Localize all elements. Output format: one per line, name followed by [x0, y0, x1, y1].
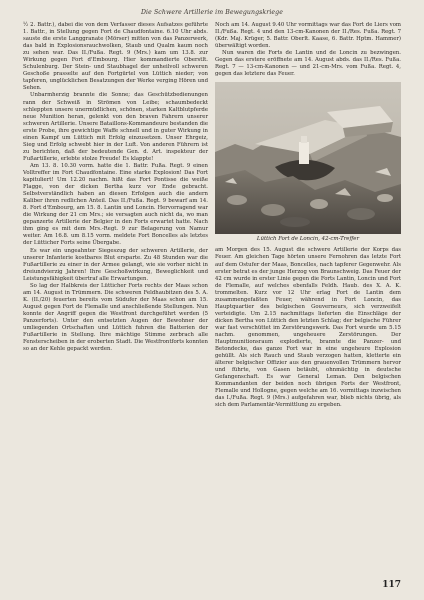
right-column — [215, 22, 401, 410]
fort-ruin-photo-image — [215, 82, 401, 234]
paragraph: Am 13. 8. 10.30 vorm. hatte die 1. Battr. Fußa. Regt. 9 einen Volltreffer im Fort Chaudfontaine. Eine starke Explosion! Das Fort kapituliert! Um 12.20 nachm. hißt das Fort Pontisse die weiße Flagge, von der dicken Bertha kurz vor Ende gebracht. Selbstverständlich haben an diesen Erfolgen auch die andern Kaliber ihren redlichen Anteil. Das II./Fußa. Regt. 9 bewarf am 14. 8. Fort d'Embourg, am 15. 8. Lantin und Loncin. Hervorragend war die Wirkung der 21 cm Mrs.; sie versagten auch nicht da, wo man gepanzerte Artillerie der Belgier in den Forts erwartet hatte. Nach ihm ging es mit dem Mrs.-Regt. 9 zur Belagerung von Namur weiter. Am 16.8. um 8.15 vorm. meldete Fort Boncelles als letztes der Lütticher Forts seine Übergabe. — [23, 162, 208, 247]
running-head: Die Schwere Artillerie im Bewegungskriege — [141, 9, 283, 16]
paragraph: Es war ein ungeahnter Siegeszug der schweren Artillerie, der unserer Infanterie kostbares Blut ersparte. Zu 48 Stunden war die Fußartillerie zu einer in der Armee gelangt, wie sie vorher nicht in dreiundvierzig Jahren! Ihre Geschoßwirkung, Beweglichkeit und Leistungsfähigkeit übertraf alle Erwartungen. — [23, 247, 208, 282]
paragraph: Nun waren die Forts de Lantin und de Loncin zu bezwingen. Gegen das erstere eröffnete am 14. August abds. das II./Res. Fußa. Regt. 7 — 13-cm-Kanonen — und 21-cm-Mrs. vom Fußa. Regt. 4, gegen das letztere das Feuer. — [215, 50, 401, 78]
paragraph: Noch am 14. August 9.40 Uhr vormittags war das Fort de Liers vom II./Fußa. Regt. 4 und den 13-cm-Kanonen der II./Res. Fußa. Regt. 7 (Kdr. Maj. Krüger, 5. Battr. Oberlt. Kaase, 6. Battr. Hptm. Hammer) überwältigt worden. — [215, 22, 401, 50]
paragraph: So lag der Halbkreis der Lütticher Forts rechts der Maas schon am 14. August in Trümmern. Die schweren Feldhaubitzen des 5. A. K. (II./20) feuerten bereits vom Südufer der Maas schon am 15. August gegen Fort de Flemalle und anschließende Stellungen. Nun konnte der Angriff gegen die Westfront durchgeführt werden (5 Panzerforts). Unter den entsetzten Augen der Bewohner der umliegenden Ortschaften und Lüttich fuhren die Batterien der Fußartillerie in Stellung. Ihre mächtige Stimme zerbrach alle Fensterscheiben in der eroberten Stadt. Die Westfrontforts konnten so an der Kehle gepackt werden. — [23, 282, 208, 353]
fort-ruin-photo — [215, 82, 401, 234]
paragraph: Unbarmherzig brannte die Sonne; das Geschützbedienungen rann der Schweiß in Strömen von Leibe; schaumbedeckt schleppten unsere unermüdlichen, schönen, starken Kaltblutpferde neue Munition heran, gelenkt von den braven Fahrern unserer schweren Artillerie. Unsere Bataillons-Kommandeure bestanden die erste Probe, ihre gewichtige Waffe schnell und in guter Wirkung in einen Kampf um Lüttich mit Erfolg einzusetzen. Unser Ehrgeiz, Sieg und Erfolg schwebt hier in der Luft. Von anderen Führern ist zu berichten, daß der bedeutende Gen. d. Art. inspekteur der Fußartillerie, erlebte stolze Freude! Es klappte! — [23, 92, 208, 162]
paragraph: ½ 2. Battr.), dabei die von dem Verfasser dieses Aufsatzes geführte 1. Battr., in Stellung gegen Fort de Chaudfontaine. 6.10 Uhr abds. sauste die erste Langgranate (Mörser) mitten von das Panzerwerk, das bald in Explosionsrauchwolken, Staub und Qualm kaum noch zu sehen war. Das II./Fußa. Regt. 9 (Mrs.) kam um 13.8. zur Wirkung gegen Fort d'Embourg. Hier kommandierte Oberstlt. Schulenburg. Der Stein- und Staubhagel der unheilvoll schweren Geschoße prasselte auf den Fortgürtel von Lüttich nieder; von tapferen, unglücklichen Besatzungen der Werke verging Hören und Sehen. — [23, 22, 208, 92]
left-column — [23, 22, 208, 353]
paragraph: am Morgen des 15. August die schwere Artillerie der Korps das Feuer. Am gleichen Tage hörten unsere Fernohren das letzte Fort auf dem Ostufer der Maas, Boncelles, nach tapferer Gegenwehr. Als erster betrat es der junge Herzog von Braunschweig. Das Feuer der 42 cm wurde in erster Linie gegen die Forts Lantin, Loncin und Fort de Flemalle, auf welches ebenfalls Feldh. Haub. des X. A. K. trommelten. Kurz vor 12 Uhr erlag Fort de Lantin dem zusammengefaßten Feuer, während in Fort Loncin, das Hauptquartier des belgischen Gouverneurs, sich verzweifelt verteidigte. Um 2.15 nachmittags lieferten die Einschläge der dicken Bertha von Lüttich den letzten Schlag; der belgische Führer war fast verschüttet im Zerstörungswerk. Das Fort wurde um 5.15 nachm. genommen, ungeheuere Zerstörungen. Der Hauptmunitionsraum explodierte, brannte die Panzer- und Betondecke, das ganze Fort war in eine ungeheure Explosion gehüllt. Als sich Rauch und Staub verzogen hatten, kletterte ein älterer belgischer Offizier aus den grauenvollen Trümmern hervor und führte, von Gasen betäubt, ohnmächtig in deutsche Gefangenschaft. Es war General Leman. Den belgischen Kommandanten der beiden noch übrigen Forts der Westfront, Flemalle und Hollogne, gegen welche am 16. vormittags inzwischen das I./Fußa. Regt. 9 (Mrs.) aufgefahren war, blieb nichts übrig, als sich dem Parlamentär-Vermittlung zu ergeben. — [215, 247, 401, 409]
photo-caption: Lüttich Fort de Loncin, 42-cm-Treffer — [256, 236, 360, 243]
page-number: 117 — [382, 580, 401, 590]
